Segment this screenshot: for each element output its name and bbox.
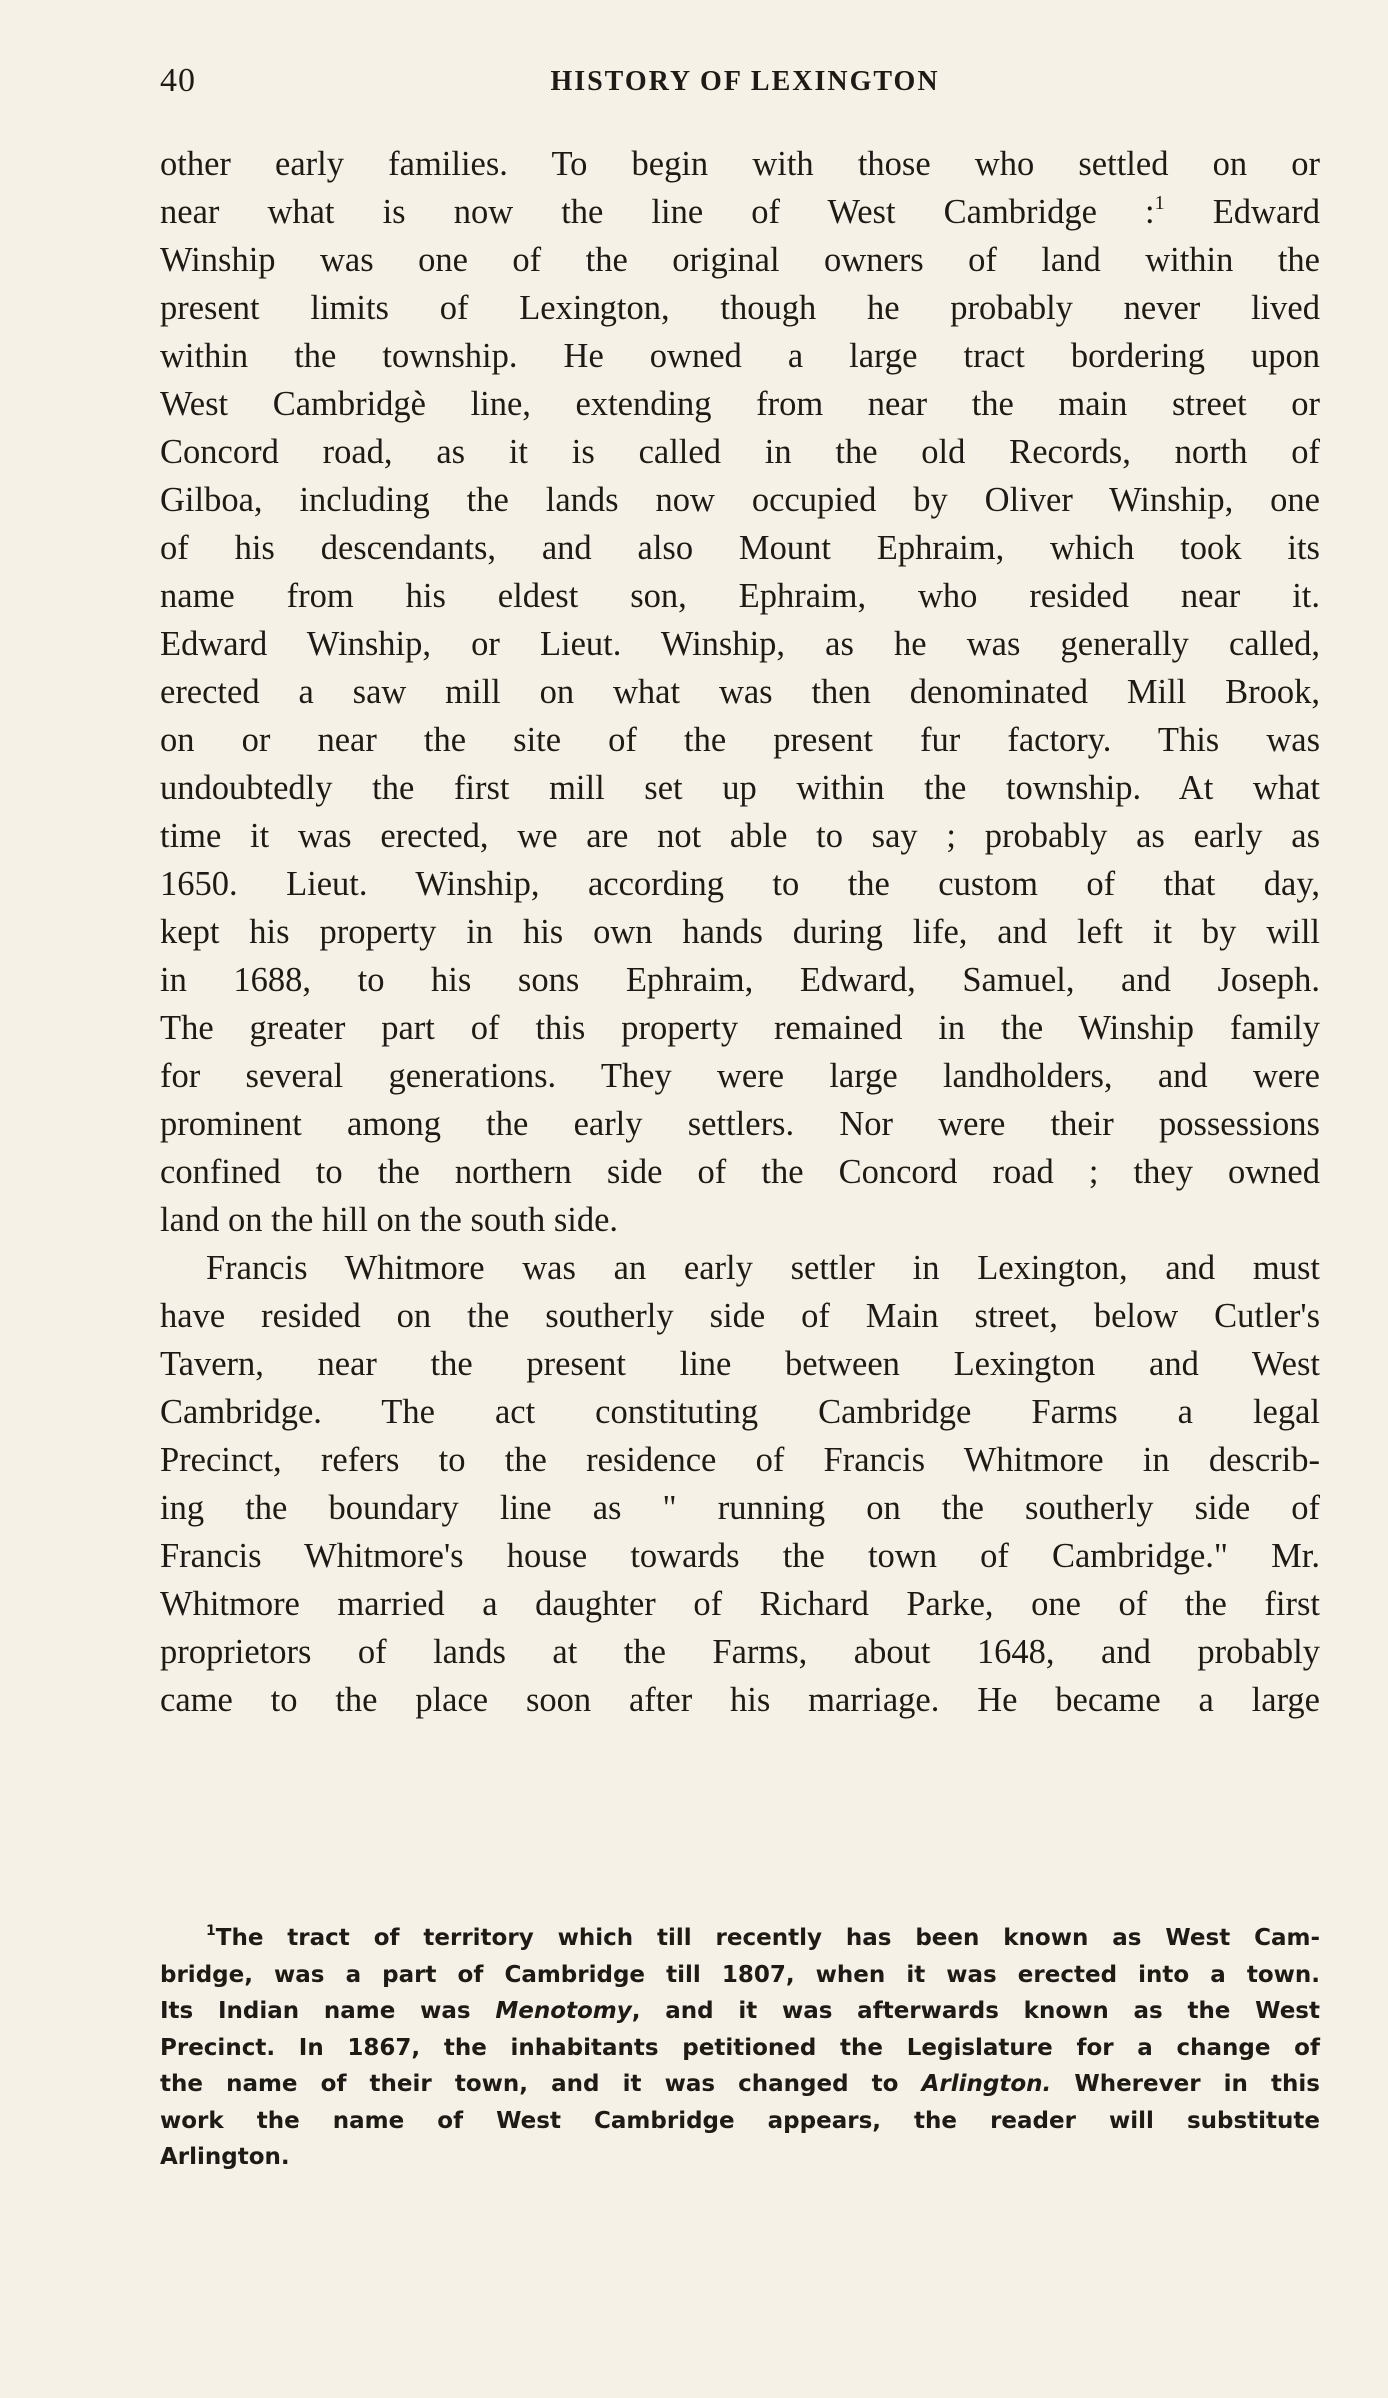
footnote-line: Arlington. xyxy=(160,2144,290,2170)
text-line: came to the place soon after his marriage. He became a large xyxy=(160,1681,1320,1719)
italic-term: Arlington. xyxy=(921,2071,1052,2097)
footnote-line: bridge, was a part of Cambridge till 1807, when it was erected into a town. xyxy=(160,1961,1320,1988)
italic-term: Menotomy xyxy=(495,1998,632,2024)
text-line: have resided on the southerly side of Main street, below Cutler's xyxy=(160,1297,1320,1335)
footnote-line: Precinct. In 1867, the inhabitants petitioned the Legislature for a change of xyxy=(160,2034,1320,2061)
text-line: confined to the northern side of the Concord road ; they owned xyxy=(160,1153,1320,1191)
text-line: proprietors of lands at the Farms, about 1648, and probably xyxy=(160,1633,1320,1671)
text-line: The greater part of this property remained in the Winship family xyxy=(160,1009,1320,1047)
footnote-line xyxy=(160,1993,1320,2030)
text-segment: near what is now the line of West Cambridge : xyxy=(160,193,1155,231)
text-line: ing the boundary line as " running on the southerly side of xyxy=(160,1489,1320,1527)
text-line: Tavern, near the present line between Lexington and West xyxy=(160,1345,1320,1383)
footnote-reference: 1 xyxy=(1154,192,1165,214)
text-line: Gilboa, including the lands now occupied by Oliver Winship, one xyxy=(160,481,1320,519)
footnote-marker: 1 xyxy=(206,1923,216,1939)
text-line: West Cambridgè line, extending from near the main street or xyxy=(160,385,1320,423)
main-text xyxy=(160,140,1320,1724)
page-number: 40 xyxy=(160,62,196,99)
text-segment: the name of their town, and it was changed to xyxy=(160,2071,899,2097)
text-segment: Its Indian name was xyxy=(160,1998,471,2024)
text-line: Concord road, as it is called in the old Records, north of xyxy=(160,433,1320,471)
text-line: land on the hill on the south side. xyxy=(160,1201,619,1239)
text-segment: , and it was afterwards known as the West xyxy=(631,1998,1320,2024)
text-line: Winship was one of the original owners of land within the xyxy=(160,241,1320,279)
text-line: kept his property in his own hands during life, and left it by will xyxy=(160,913,1320,951)
text-line: present limits of Lexington, though he probably never lived xyxy=(160,289,1320,327)
footnote-line: work the name of West Cambridge appears, the reader will substitute xyxy=(160,2107,1320,2134)
text-line: within the township. He owned a large tract bordering upon xyxy=(160,337,1320,375)
text-line: prominent among the early settlers. Nor were their possessions xyxy=(160,1105,1320,1143)
text-line: other early families. To begin with those who settled on or xyxy=(160,145,1320,183)
text-line: of his descendants, and also Mount Ephraim, which took its xyxy=(160,529,1320,567)
text-line: on or near the site of the present fur factory. This was xyxy=(160,721,1320,759)
running-title: HISTORY OF LEXINGTON xyxy=(550,66,940,97)
text-line: erected a saw mill on what was then denominated Mill Brook, xyxy=(160,673,1320,711)
text-line xyxy=(160,188,1320,236)
text-line: Francis Whitmore was an early settler in Lexington, and must xyxy=(206,1249,1320,1287)
text-line: for several generations. They were large landholders, and were xyxy=(160,1057,1320,1095)
footnote-line xyxy=(160,2066,1320,2103)
text-line: 1650. Lieut. Winship, according to the custom of that day, xyxy=(160,865,1320,903)
text-segment: Wherever in this xyxy=(1051,2071,1320,2097)
text-segment: Edward xyxy=(1164,193,1320,231)
text-segment: The tract of territory which till recently has been known as West Cam- xyxy=(215,1925,1320,1951)
text-line: time it was erected, we are not able to say ; probably as early as xyxy=(160,817,1320,855)
text-line: in 1688, to his sons Ephraim, Edward, Samuel, and Joseph. xyxy=(160,961,1320,999)
text-line: name from his eldest son, Ephraim, who resided near it. xyxy=(160,577,1320,615)
text-line: Cambridge. The act constituting Cambridge Farms a legal xyxy=(160,1393,1320,1431)
footnote-line xyxy=(160,1920,1320,1957)
running-head xyxy=(160,62,1330,102)
text-line: Precinct, refers to the residence of Francis Whitmore in describ- xyxy=(160,1441,1320,1479)
text-line: undoubtedly the first mill set up within the township. At what xyxy=(160,769,1320,807)
footnote xyxy=(160,1920,1320,2176)
text-line: Francis Whitmore's house towards the town of Cambridge." Mr. xyxy=(160,1537,1320,1575)
text-line: Whitmore married a daughter of Richard Parke, one of the first xyxy=(160,1585,1320,1623)
text-line: Edward Winship, or Lieut. Winship, as he was generally called, xyxy=(160,625,1320,663)
